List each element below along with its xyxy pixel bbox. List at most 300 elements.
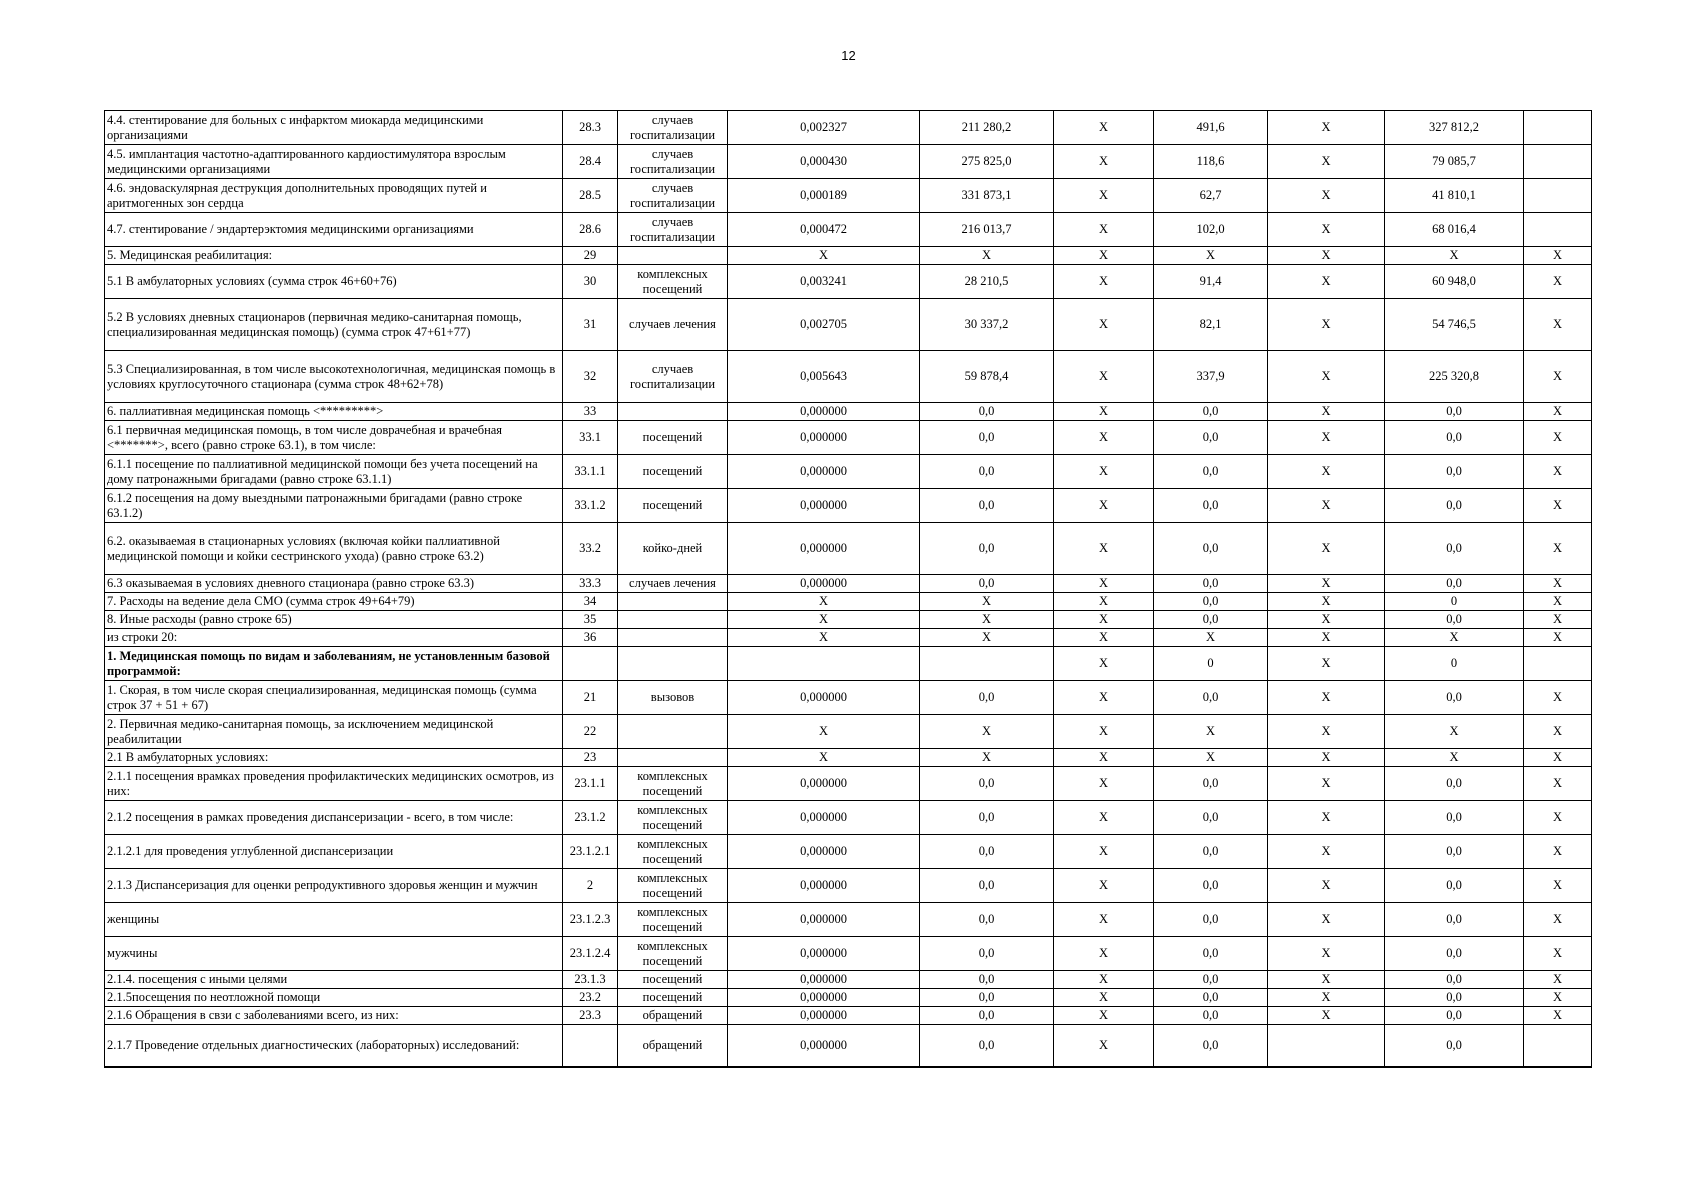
row-line-cell: 23.1.2.3: [563, 903, 618, 937]
row-value-cell-c1: Х: [728, 715, 920, 749]
row-value-cell-c2: 28 210,5: [920, 265, 1054, 299]
row-value-cell-c2: 0,0: [920, 421, 1054, 455]
row-unit-cell: комплексных посещений: [618, 869, 728, 903]
row-unit-cell: [618, 611, 728, 629]
row-value-cell-c6: 0,0: [1385, 455, 1524, 489]
row-value-cell-c5: Х: [1268, 937, 1385, 971]
row-value-cell-c1: Х: [728, 247, 920, 265]
row-line-cell: 28.5: [563, 179, 618, 213]
table-row: [105, 523, 1592, 575]
row-value-cell-c7: Х: [1524, 455, 1592, 489]
row-value-cell-c1: 0,000000: [728, 489, 920, 523]
row-unit-cell: [618, 629, 728, 647]
row-name-cell: 2.1.1 посещения врамках проведения профилактических медицинских осмотров, из них:: [105, 767, 563, 801]
row-value-cell-c2: 0,0: [920, 455, 1054, 489]
row-line-cell: 30: [563, 265, 618, 299]
row-value-cell-c3: Х: [1054, 869, 1154, 903]
row-value-cell-c5: Х: [1268, 611, 1385, 629]
row-line-cell: 35: [563, 611, 618, 629]
row-value-cell-c6: 0,0: [1385, 403, 1524, 421]
row-value-cell-c5: Х: [1268, 299, 1385, 351]
row-name-cell: 2. Первичная медико-санитарная помощь, за исключением медицинской реабилитации: [105, 715, 563, 749]
row-name-cell: 2.1.7 Проведение отдельных диагностических (лабораторных) исследований:: [105, 1025, 563, 1067]
row-value-cell-c7: Х: [1524, 351, 1592, 403]
row-value-cell-c3: Х: [1054, 937, 1154, 971]
row-value-cell-c6: 225 320,8: [1385, 351, 1524, 403]
row-unit-cell: вызовов: [618, 681, 728, 715]
row-unit-cell: случаев госпитализации: [618, 111, 728, 145]
row-line-cell: 22: [563, 715, 618, 749]
row-value-cell-c4: 0,0: [1154, 593, 1268, 611]
table-row: [105, 351, 1592, 403]
row-value-cell-c1: 0,000000: [728, 421, 920, 455]
row-value-cell-c4: 0,0: [1154, 971, 1268, 989]
row-value-cell-c3: Х: [1054, 489, 1154, 523]
row-unit-cell: комплексных посещений: [618, 801, 728, 835]
row-value-cell-c3: Х: [1054, 213, 1154, 247]
row-value-cell-c4: Х: [1154, 629, 1268, 647]
row-value-cell-c7: Х: [1524, 629, 1592, 647]
row-value-cell-c3: Х: [1054, 1025, 1154, 1067]
row-value-cell-c7: Х: [1524, 299, 1592, 351]
row-value-cell-c5: Х: [1268, 715, 1385, 749]
row-value-cell-c1: 0,000472: [728, 213, 920, 247]
row-value-cell-c2: 0,0: [920, 869, 1054, 903]
row-value-cell-c7: [1524, 111, 1592, 145]
table-row: [105, 767, 1592, 801]
page-number: 12: [841, 48, 856, 63]
row-value-cell-c3: Х: [1054, 801, 1154, 835]
row-value-cell-c2: 0,0: [920, 971, 1054, 989]
row-value-cell-c2: 275 825,0: [920, 145, 1054, 179]
row-value-cell-c6: 0,0: [1385, 971, 1524, 989]
table-row: [105, 749, 1592, 767]
row-value-cell-c1: 0,000000: [728, 835, 920, 869]
row-value-cell-c5: Х: [1268, 489, 1385, 523]
table-row: [105, 421, 1592, 455]
row-value-cell-c7: Х: [1524, 403, 1592, 421]
table-row: [105, 145, 1592, 179]
row-name-cell: 1. Медицинская помощь по видам и заболеваниям, не установленным базовой программой:: [105, 647, 563, 681]
row-value-cell-c7: Х: [1524, 489, 1592, 523]
row-unit-cell: обращений: [618, 1007, 728, 1025]
row-name-cell: 1. Скорая, в том числе скорая специализированная, медицинская помощь (сумма строк 37 + 51 + 67): [105, 681, 563, 715]
row-value-cell-c2: 0,0: [920, 1007, 1054, 1025]
row-value-cell-c3: Х: [1054, 523, 1154, 575]
row-unit-cell: комплексных посещений: [618, 903, 728, 937]
row-line-cell: 31: [563, 299, 618, 351]
row-line-cell: 28.3: [563, 111, 618, 145]
row-value-cell-c2: 0,0: [920, 989, 1054, 1007]
row-value-cell-c4: 0: [1154, 647, 1268, 681]
row-value-cell-c5: Х: [1268, 681, 1385, 715]
row-value-cell-c3: Х: [1054, 835, 1154, 869]
row-value-cell-c5: Х: [1268, 421, 1385, 455]
row-value-cell-c6: 0,0: [1385, 937, 1524, 971]
row-value-cell-c1: Х: [728, 629, 920, 647]
row-line-cell: 23: [563, 749, 618, 767]
row-value-cell-c4: 0,0: [1154, 455, 1268, 489]
table-row: [105, 989, 1592, 1007]
row-value-cell-c2: 0,0: [920, 523, 1054, 575]
row-value-cell-c5: Х: [1268, 351, 1385, 403]
row-value-cell-c4: 0,0: [1154, 575, 1268, 593]
table-row: [105, 869, 1592, 903]
row-value-cell-c1: 0,002327: [728, 111, 920, 145]
row-value-cell-c4: 0,0: [1154, 989, 1268, 1007]
row-value-cell-c3: Х: [1054, 145, 1154, 179]
row-value-cell-c7: Х: [1524, 767, 1592, 801]
row-name-cell: 6.1 первичная медицинская помощь, в том числе доврачебная и врачебная <*******>, всего (равно строке 63.1), в том числе:: [105, 421, 563, 455]
row-value-cell-c7: Х: [1524, 835, 1592, 869]
row-value-cell-c5: Х: [1268, 749, 1385, 767]
row-value-cell-c2: 0,0: [920, 903, 1054, 937]
row-line-cell: 23.1.2.1: [563, 835, 618, 869]
row-value-cell-c3: Х: [1054, 971, 1154, 989]
row-value-cell-c3: Х: [1054, 111, 1154, 145]
row-value-cell-c4: 0,0: [1154, 611, 1268, 629]
row-value-cell-c7: Х: [1524, 971, 1592, 989]
row-value-cell-c1: 0,000000: [728, 403, 920, 421]
row-value-cell-c2: Х: [920, 611, 1054, 629]
row-value-cell-c1: 0,000000: [728, 869, 920, 903]
row-line-cell: 21: [563, 681, 618, 715]
table-row: [105, 265, 1592, 299]
row-value-cell-c7: Х: [1524, 801, 1592, 835]
row-value-cell-c5: Х: [1268, 647, 1385, 681]
row-value-cell-c7: [1524, 213, 1592, 247]
row-value-cell-c6: Х: [1385, 247, 1524, 265]
row-value-cell-c2: 0,0: [920, 801, 1054, 835]
row-value-cell-c4: Х: [1154, 749, 1268, 767]
row-value-cell-c1: 0,000000: [728, 681, 920, 715]
row-name-cell: 4.6. эндоваскулярная деструкция дополнительных проводящих путей и аритмогенных зон сердца: [105, 179, 563, 213]
row-name-cell: 2.1.3 Диспансеризация для оценки репродуктивного здоровья женщин и мужчин: [105, 869, 563, 903]
row-value-cell-c6: 0,0: [1385, 801, 1524, 835]
row-value-cell-c6: 68 016,4: [1385, 213, 1524, 247]
row-line-cell: [563, 647, 618, 681]
row-value-cell-c1: 0,000000: [728, 1025, 920, 1067]
row-value-cell-c6: Х: [1385, 715, 1524, 749]
row-value-cell-c1: 0,000000: [728, 989, 920, 1007]
row-name-cell: 5. Медицинская реабилитация:: [105, 247, 563, 265]
row-value-cell-c7: [1524, 179, 1592, 213]
row-unit-cell: случаев госпитализации: [618, 213, 728, 247]
row-value-cell-c3: Х: [1054, 903, 1154, 937]
row-unit-cell: обращений: [618, 1025, 728, 1067]
row-value-cell-c1: 0,000000: [728, 903, 920, 937]
row-value-cell-c2: 0,0: [920, 937, 1054, 971]
row-value-cell-c6: 327 812,2: [1385, 111, 1524, 145]
row-value-cell-c1: 0,000000: [728, 971, 920, 989]
row-value-cell-c1: 0,000000: [728, 1007, 920, 1025]
row-value-cell-c6: 0: [1385, 647, 1524, 681]
table-row: [105, 835, 1592, 869]
row-name-cell: 6.2. оказываемая в стационарных условиях (включая койки паллиативной медицинской помощи и койки сестринского ухода) (равно строке 63.2): [105, 523, 563, 575]
row-value-cell-c6: 0,0: [1385, 1007, 1524, 1025]
row-line-cell: 23.2: [563, 989, 618, 1007]
row-value-cell-c1: 0,000000: [728, 937, 920, 971]
row-value-cell-c2: 0,0: [920, 489, 1054, 523]
row-value-cell-c3: Х: [1054, 455, 1154, 489]
row-unit-cell: посещений: [618, 989, 728, 1007]
row-value-cell-c2: Х: [920, 593, 1054, 611]
row-value-cell-c7: Х: [1524, 937, 1592, 971]
row-value-cell-c6: Х: [1385, 749, 1524, 767]
row-value-cell-c6: 0,0: [1385, 523, 1524, 575]
row-name-cell: 4.4. стентирование для больных с инфарктом миокарда медицинскими организациями: [105, 111, 563, 145]
row-value-cell-c5: Х: [1268, 801, 1385, 835]
row-name-cell: мужчины: [105, 937, 563, 971]
row-value-cell-c5: Х: [1268, 835, 1385, 869]
row-value-cell-c3: Х: [1054, 749, 1154, 767]
row-value-cell-c7: Х: [1524, 715, 1592, 749]
row-line-cell: 36: [563, 629, 618, 647]
row-value-cell-c2: 0,0: [920, 575, 1054, 593]
row-value-cell-c1: 0,000000: [728, 801, 920, 835]
row-unit-cell: [618, 647, 728, 681]
table-row: [105, 715, 1592, 749]
table-row: [105, 403, 1592, 421]
table-row: [105, 681, 1592, 715]
row-value-cell-c7: Х: [1524, 989, 1592, 1007]
row-unit-cell: посещений: [618, 455, 728, 489]
row-value-cell-c1: [728, 647, 920, 681]
table-row: [105, 489, 1592, 523]
row-value-cell-c3: Х: [1054, 715, 1154, 749]
row-value-cell-c6: 0,0: [1385, 681, 1524, 715]
row-unit-cell: посещений: [618, 421, 728, 455]
row-unit-cell: [618, 749, 728, 767]
row-value-cell-c6: 0,0: [1385, 575, 1524, 593]
row-value-cell-c2: Х: [920, 749, 1054, 767]
row-value-cell-c7: [1524, 647, 1592, 681]
row-value-cell-c5: Х: [1268, 455, 1385, 489]
row-value-cell-c4: 0,0: [1154, 903, 1268, 937]
row-value-cell-c6: 0,0: [1385, 611, 1524, 629]
table-row: [105, 213, 1592, 247]
row-name-cell: 2.1.5посещения по неотложной помощи: [105, 989, 563, 1007]
financing-table: [104, 110, 1592, 1068]
row-value-cell-c1: 0,005643: [728, 351, 920, 403]
row-value-cell-c5: Х: [1268, 1007, 1385, 1025]
row-value-cell-c5: Х: [1268, 971, 1385, 989]
row-value-cell-c5: Х: [1268, 403, 1385, 421]
table-row: [105, 647, 1592, 681]
row-value-cell-c2: 0,0: [920, 681, 1054, 715]
row-value-cell-c6: 60 948,0: [1385, 265, 1524, 299]
table-body: [105, 111, 1592, 1067]
row-value-cell-c7: Х: [1524, 749, 1592, 767]
row-line-cell: 33: [563, 403, 618, 421]
row-value-cell-c2: 331 873,1: [920, 179, 1054, 213]
row-value-cell-c5: Х: [1268, 523, 1385, 575]
row-value-cell-c4: 62,7: [1154, 179, 1268, 213]
row-line-cell: 23.1.2: [563, 801, 618, 835]
row-value-cell-c4: 0,0: [1154, 681, 1268, 715]
row-value-cell-c4: 102,0: [1154, 213, 1268, 247]
row-value-cell-c4: 0,0: [1154, 489, 1268, 523]
row-value-cell-c6: 41 810,1: [1385, 179, 1524, 213]
row-value-cell-c2: [920, 647, 1054, 681]
row-line-cell: [563, 1025, 618, 1067]
row-line-cell: 23.1.2.4: [563, 937, 618, 971]
row-unit-cell: комплексных посещений: [618, 767, 728, 801]
row-line-cell: 33.3: [563, 575, 618, 593]
row-value-cell-c1: 0,000000: [728, 523, 920, 575]
row-value-cell-c1: Х: [728, 749, 920, 767]
row-value-cell-c7: Х: [1524, 1007, 1592, 1025]
row-line-cell: 33.1: [563, 421, 618, 455]
row-value-cell-c4: 82,1: [1154, 299, 1268, 351]
row-line-cell: 32: [563, 351, 618, 403]
row-value-cell-c4: 0,0: [1154, 523, 1268, 575]
row-unit-cell: посещений: [618, 489, 728, 523]
row-value-cell-c4: Х: [1154, 247, 1268, 265]
row-line-cell: 2: [563, 869, 618, 903]
row-name-cell: 8. Иные расходы (равно строке 65): [105, 611, 563, 629]
row-value-cell-c6: 0,0: [1385, 489, 1524, 523]
row-unit-cell: комплексных посещений: [618, 265, 728, 299]
row-value-cell-c5: Х: [1268, 575, 1385, 593]
row-value-cell-c2: Х: [920, 715, 1054, 749]
row-value-cell-c7: Х: [1524, 523, 1592, 575]
row-unit-cell: комплексных посещений: [618, 835, 728, 869]
table-row: [105, 629, 1592, 647]
row-value-cell-c4: 0,0: [1154, 421, 1268, 455]
row-value-cell-c7: Х: [1524, 421, 1592, 455]
row-value-cell-c5: Х: [1268, 903, 1385, 937]
row-value-cell-c6: Х: [1385, 629, 1524, 647]
row-value-cell-c4: 0,0: [1154, 801, 1268, 835]
table-row: [105, 593, 1592, 611]
row-value-cell-c7: [1524, 1025, 1592, 1067]
table-row: [105, 611, 1592, 629]
row-value-cell-c7: Х: [1524, 593, 1592, 611]
row-value-cell-c3: Х: [1054, 611, 1154, 629]
row-value-cell-c3: Х: [1054, 593, 1154, 611]
row-unit-cell: случаев лечения: [618, 299, 728, 351]
row-name-cell: 6. паллиативная медицинская помощь <*********>: [105, 403, 563, 421]
row-line-cell: 34: [563, 593, 618, 611]
row-unit-cell: [618, 715, 728, 749]
row-unit-cell: койко-дней: [618, 523, 728, 575]
table-row: [105, 299, 1592, 351]
row-value-cell-c4: 0,0: [1154, 403, 1268, 421]
row-value-cell-c1: 0,000000: [728, 455, 920, 489]
row-value-cell-c3: Х: [1054, 421, 1154, 455]
row-name-cell: 5.3 Специализированная, в том числе высокотехнологичная, медицинская помощь в условиях круглосуточного стационара (сумма строк 48+62+78): [105, 351, 563, 403]
row-name-cell: женщины: [105, 903, 563, 937]
row-value-cell-c4: 337,9: [1154, 351, 1268, 403]
row-name-cell: из строки 20:: [105, 629, 563, 647]
table-row: [105, 801, 1592, 835]
row-unit-cell: комплексных посещений: [618, 937, 728, 971]
row-value-cell-c6: 0,0: [1385, 835, 1524, 869]
row-value-cell-c3: Х: [1054, 989, 1154, 1007]
table-row: [105, 903, 1592, 937]
row-value-cell-c4: 118,6: [1154, 145, 1268, 179]
row-name-cell: 5.1 В амбулаторных условиях (сумма строк 46+60+76): [105, 265, 563, 299]
row-value-cell-c5: Х: [1268, 213, 1385, 247]
row-unit-cell: [618, 403, 728, 421]
row-value-cell-c5: Х: [1268, 179, 1385, 213]
row-value-cell-c3: Х: [1054, 299, 1154, 351]
row-value-cell-c3: Х: [1054, 647, 1154, 681]
row-name-cell: 2.1.2 посещения в рамках проведения диспансеризации - всего, в том числе:: [105, 801, 563, 835]
row-value-cell-c5: Х: [1268, 629, 1385, 647]
row-value-cell-c2: 216 013,7: [920, 213, 1054, 247]
row-value-cell-c4: 0,0: [1154, 937, 1268, 971]
row-value-cell-c6: 79 085,7: [1385, 145, 1524, 179]
row-value-cell-c2: 0,0: [920, 835, 1054, 869]
row-value-cell-c7: Х: [1524, 575, 1592, 593]
row-value-cell-c3: Х: [1054, 265, 1154, 299]
row-value-cell-c3: Х: [1054, 629, 1154, 647]
row-line-cell: 33.1.1: [563, 455, 618, 489]
row-value-cell-c7: Х: [1524, 681, 1592, 715]
row-value-cell-c7: Х: [1524, 869, 1592, 903]
row-name-cell: 6.1.2 посещения на дому выездными патронажными бригадами (равно строке 63.1.2): [105, 489, 563, 523]
row-line-cell: 23.1.1: [563, 767, 618, 801]
table-row: [105, 575, 1592, 593]
row-name-cell: 7. Расходы на ведение дела СМО (сумма строк 49+64+79): [105, 593, 563, 611]
row-value-cell-c4: 0,0: [1154, 1025, 1268, 1067]
row-value-cell-c1: 0,000189: [728, 179, 920, 213]
row-name-cell: 2.1.6 Обращения в свзи с заболеваниями всего, из них:: [105, 1007, 563, 1025]
row-value-cell-c3: Х: [1054, 351, 1154, 403]
row-line-cell: 28.6: [563, 213, 618, 247]
row-line-cell: 33.2: [563, 523, 618, 575]
row-value-cell-c6: 0,0: [1385, 421, 1524, 455]
row-line-cell: 23.3: [563, 1007, 618, 1025]
row-value-cell-c1: 0,003241: [728, 265, 920, 299]
table-row: [105, 1025, 1592, 1067]
row-value-cell-c5: Х: [1268, 593, 1385, 611]
row-value-cell-c6: 0: [1385, 593, 1524, 611]
row-name-cell: 2.1.4. посещения с иными целями: [105, 971, 563, 989]
table-row: [105, 937, 1592, 971]
table-row: [105, 179, 1592, 213]
row-value-cell-c3: Х: [1054, 403, 1154, 421]
row-name-cell: 2.1.2.1 для проведения углубленной диспансеризации: [105, 835, 563, 869]
row-line-cell: 23.1.3: [563, 971, 618, 989]
row-value-cell-c5: [1268, 1025, 1385, 1067]
row-value-cell-c5: Х: [1268, 767, 1385, 801]
row-value-cell-c2: 211 280,2: [920, 111, 1054, 145]
row-value-cell-c6: 54 746,5: [1385, 299, 1524, 351]
row-value-cell-c4: 491,6: [1154, 111, 1268, 145]
row-unit-cell: случаев госпитализации: [618, 351, 728, 403]
row-value-cell-c3: Х: [1054, 179, 1154, 213]
table-row: [105, 111, 1592, 145]
row-unit-cell: случаев госпитализации: [618, 145, 728, 179]
row-value-cell-c4: 0,0: [1154, 835, 1268, 869]
row-value-cell-c3: Х: [1054, 1007, 1154, 1025]
row-value-cell-c4: 91,4: [1154, 265, 1268, 299]
row-value-cell-c5: Х: [1268, 247, 1385, 265]
row-value-cell-c7: [1524, 145, 1592, 179]
row-name-cell: 6.3 оказываемая в условиях дневного стационара (равно строке 63.3): [105, 575, 563, 593]
row-value-cell-c7: Х: [1524, 903, 1592, 937]
row-value-cell-c4: 0,0: [1154, 767, 1268, 801]
row-value-cell-c4: Х: [1154, 715, 1268, 749]
table-row: [105, 455, 1592, 489]
row-value-cell-c3: Х: [1054, 247, 1154, 265]
row-value-cell-c2: 30 337,2: [920, 299, 1054, 351]
row-value-cell-c4: 0,0: [1154, 1007, 1268, 1025]
row-unit-cell: посещений: [618, 971, 728, 989]
